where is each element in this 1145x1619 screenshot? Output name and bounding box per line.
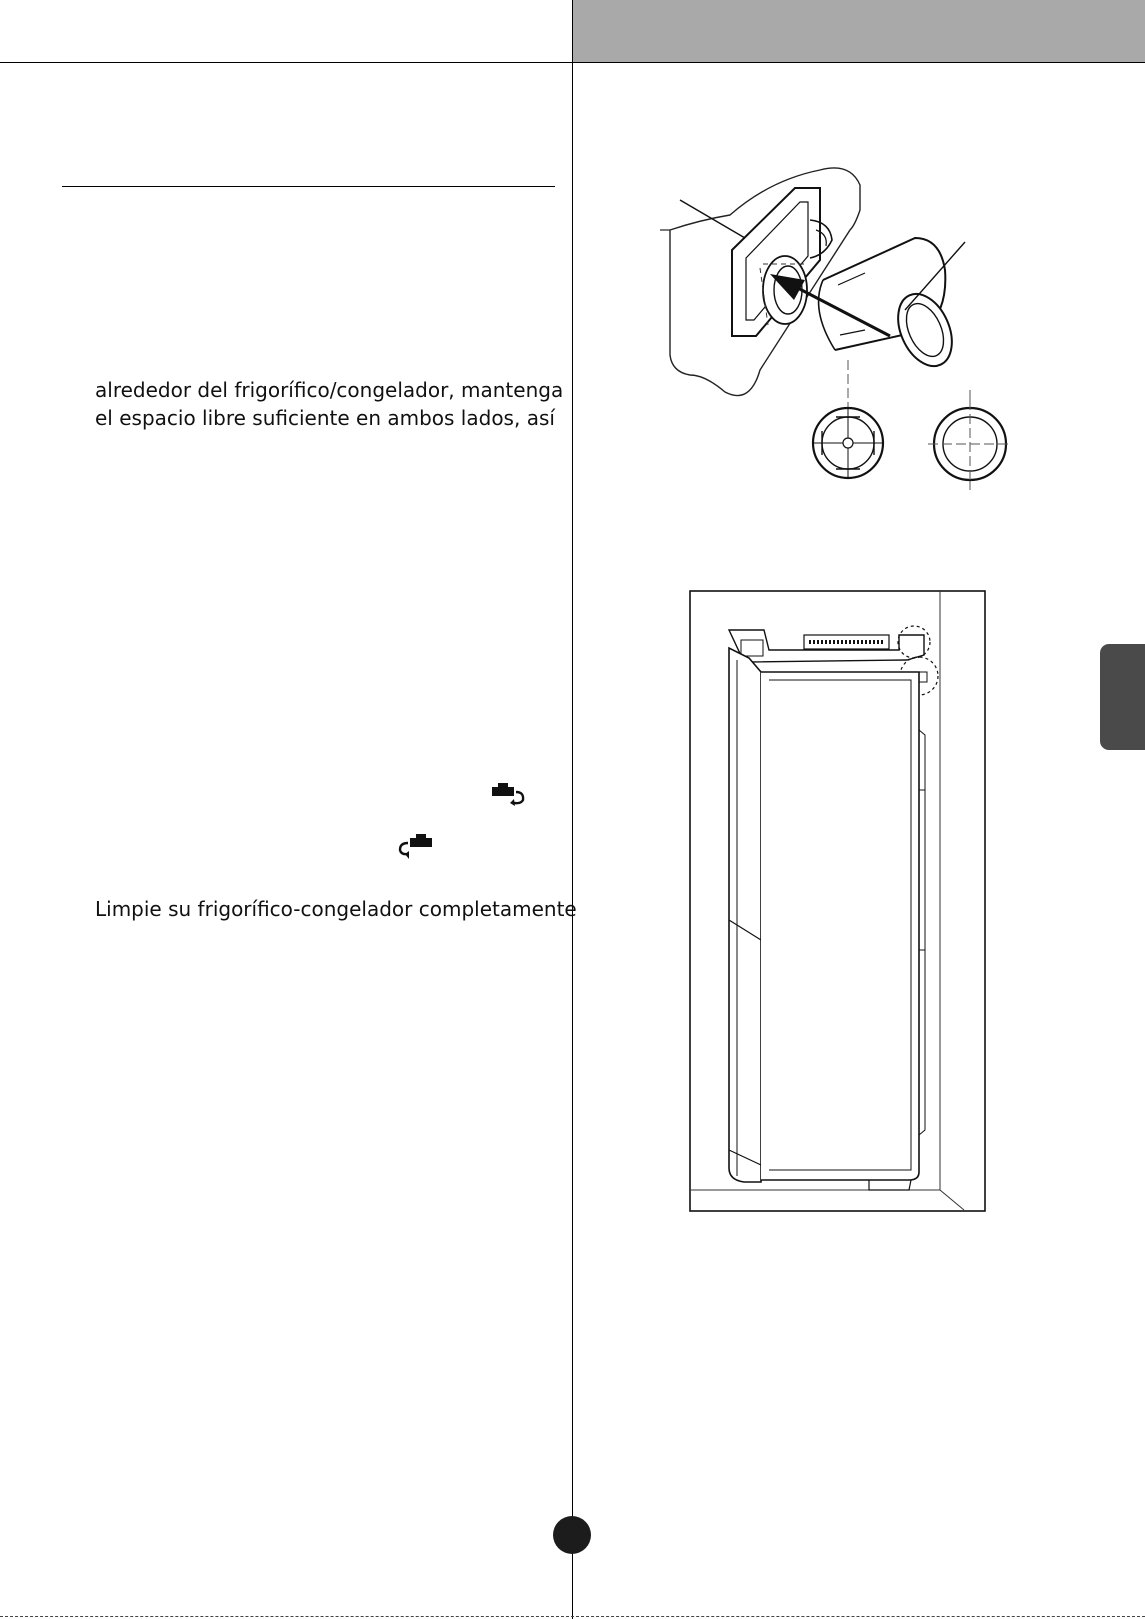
door-swap-arrow-right-icon (490, 780, 530, 806)
side-tab (1100, 644, 1145, 750)
page-number-dot (553, 1516, 591, 1554)
header-bar (573, 0, 1145, 62)
door-swap-arrow-left-icon (396, 833, 436, 863)
column-divider (572, 0, 573, 1619)
body-text-line-3: Limpie su frigorífico-congelador completamente (95, 897, 577, 921)
body-text-line-2: el espacio libre suficiente en ambos lados, así (95, 406, 555, 430)
body-text-line-1: alrededor del frigorífico/congelador, mantenga (95, 378, 564, 402)
footer-rule (0, 1616, 1145, 1617)
section-rule (62, 186, 555, 187)
refrigerator-top-view-diagram (689, 590, 986, 1212)
cylinder-part-insertion-illustration (660, 160, 1010, 500)
